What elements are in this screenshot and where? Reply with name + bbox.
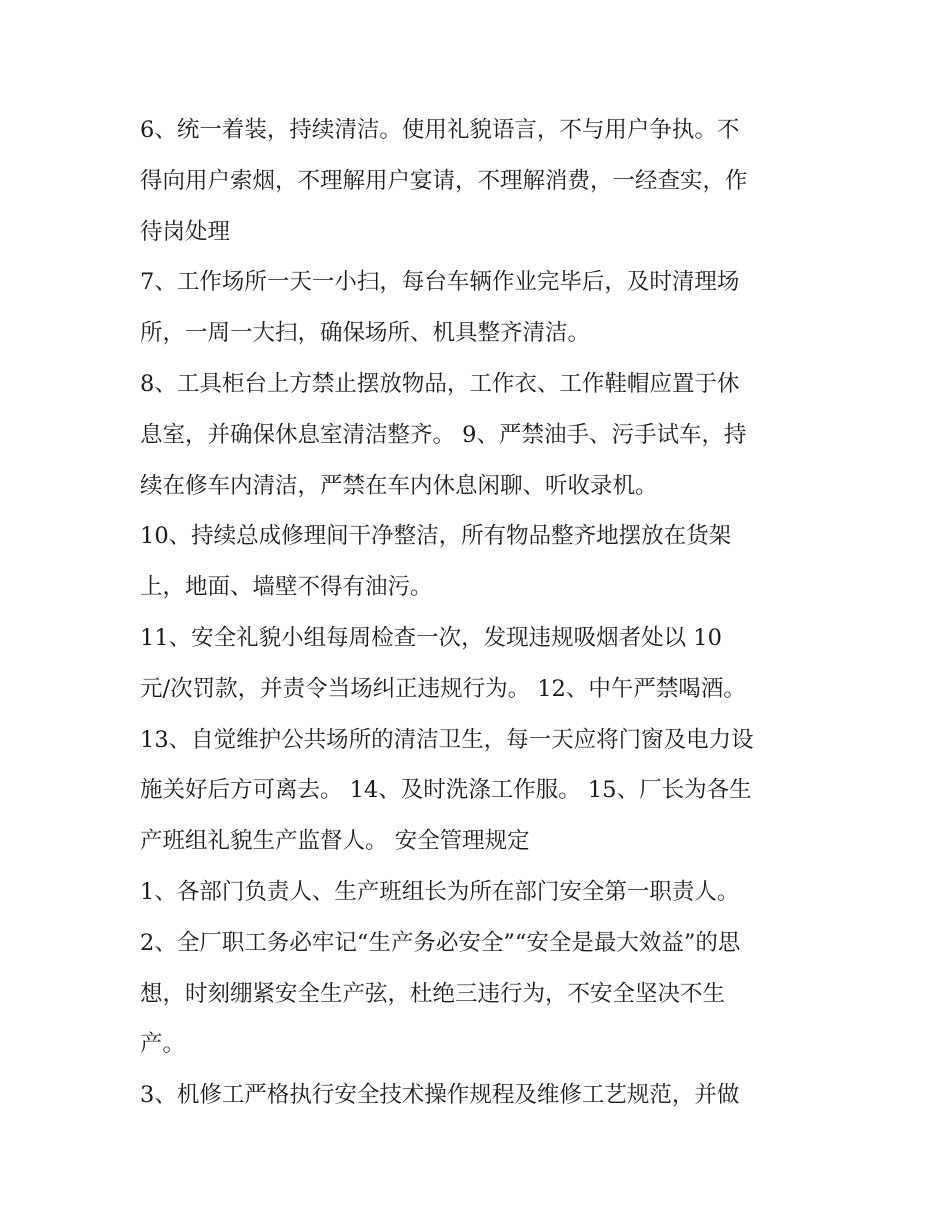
text-line: 7、工作场所一天一小扫，每台车辆作业完毕后，及时清理场	[140, 269, 740, 296]
text-line: 11、安全礼貌小组每周检查一次，发现违规吸烟者处以 10	[140, 624, 722, 651]
text-line: 1、各部门负责人、生产班组长为所在部门安全第一职责人。	[140, 878, 740, 905]
text-line: 8、工具柜台上方禁止摆放物品，工作衣、工作鞋帽应置于休	[140, 370, 740, 397]
text-line: 续在修车内清洁，严禁在车内休息闲聊、听收录机。	[140, 472, 658, 499]
text-line: 息室，并确保休息室清洁整齐。 9、严禁油手、污手试车，持	[140, 421, 747, 448]
text-line: 待岗处理	[140, 218, 231, 245]
text-line: 2、全厂职工务必牢记“生产务必安全”“安全是最大效益”的思	[140, 929, 741, 956]
text-line: 6、统一着装，持续清洁。使用礼貌语言，不与用户争执。不	[140, 117, 740, 143]
text-line: 10、持续总成修理间干净整洁，所有物品整齐地摆放在货架	[140, 523, 732, 550]
text-line: 元/次罚款，并责令当场纠正违规行为。 12、中午严禁喝酒。	[140, 675, 746, 702]
text-line: 所，一周一大扫，确保场所、机具整齐清洁。	[140, 320, 591, 347]
text-line: 产班组礼貌生产监督人。 安全管理规定	[140, 828, 530, 855]
document-body	[140, 110, 820, 1126]
text-line: 施关好后方可离去。 14、及时洗涤工作服。 15、厂长为各生	[140, 777, 752, 804]
text-line: 产。	[140, 1031, 186, 1058]
text-line: 3、机修工严格执行安全技术操作规程及维修工艺规范，并做	[140, 1082, 740, 1109]
text-line: 13、自觉维护公共场所的清洁卫生，每一天应将门窗及电力设	[140, 726, 754, 753]
text-line: 得向用户索烟，不理解用户宴请，不理解消费，一经查实，作	[140, 167, 748, 194]
text-line: 上，地面、墙壁不得有油污。	[140, 574, 433, 601]
text-line: 想，时刻绷紧安全生产弦，杜绝三违行为，不安全坚决不生	[140, 980, 726, 1007]
